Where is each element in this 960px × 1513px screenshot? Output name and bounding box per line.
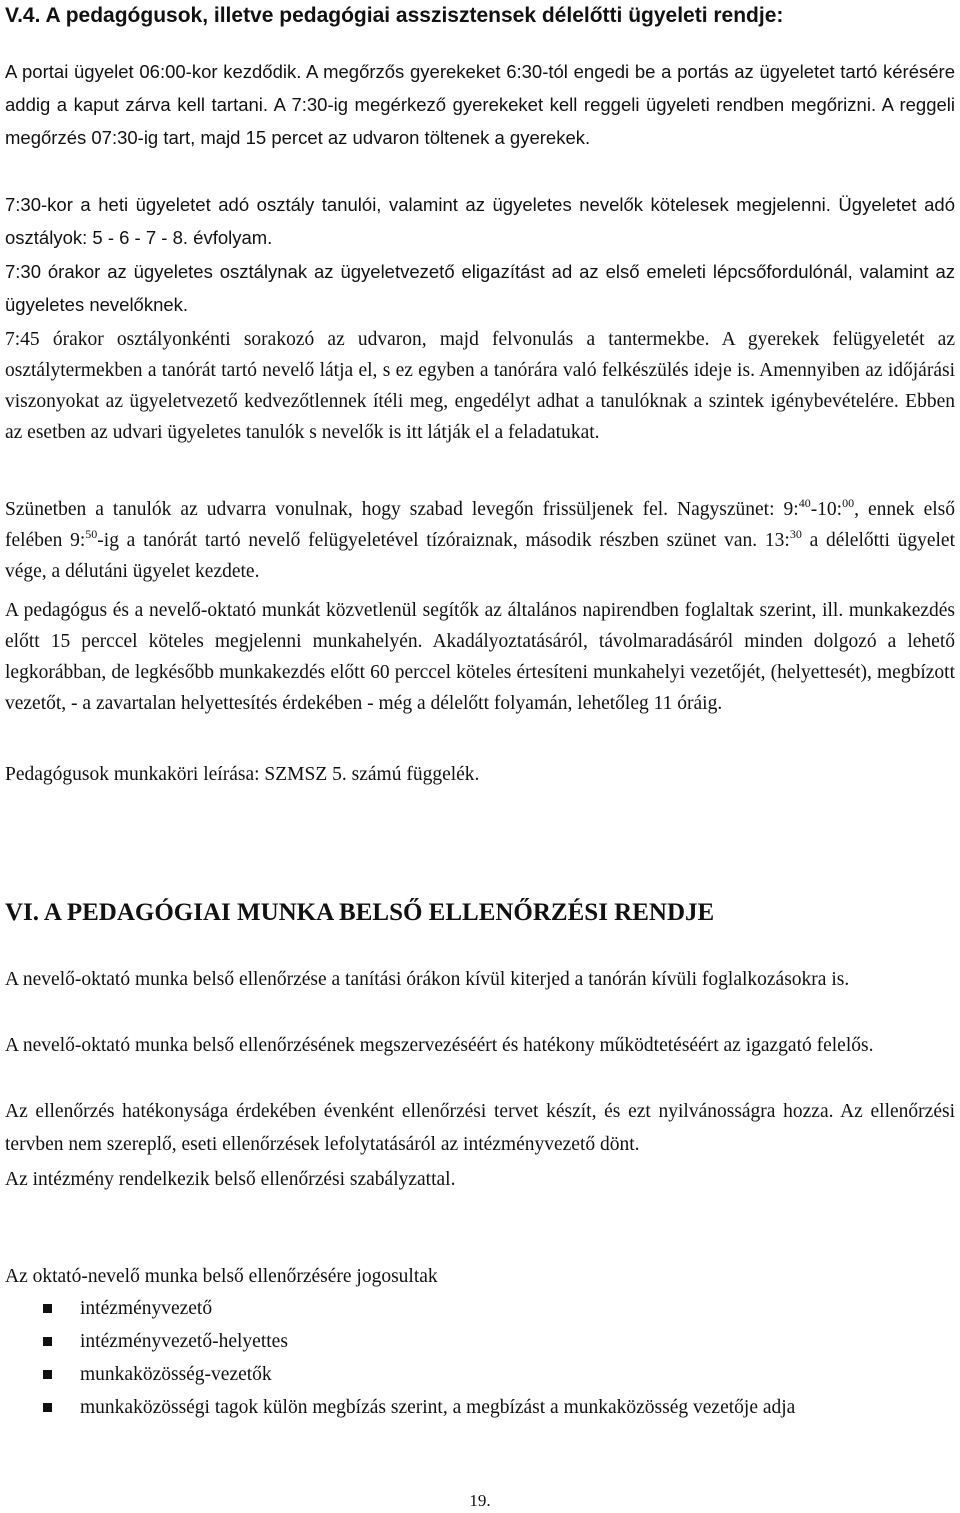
list-item: munkaközösségi tagok külön megbízás szerint, a megbízást a munkaközösség vezetője adja <box>5 1391 955 1424</box>
paragraph-munkakezdes: A pedagógus és a nevelő-oktató munkát közvetlenül segítők az általános napirendben foglaltak szerint, ill. munkakezdés előtt 15 perccel köteles megjelenni munkahelyén. Akadályoztatásáról, távolmaradásáról minden dolgozó a lehető legkorábban, de legkésőbb munkakezdés előtt 60 perccel köteles értesíteni munkahelyi vezetőjét, (helyettesét), megbízott vezetőt, - a zavartalan helyettesítés érdekében - még a délelőtt folyamán, lehetőleg 11 óráig. <box>5 600 955 714</box>
square-bullet-icon <box>43 1370 52 1379</box>
paragraph-jogosultak: Az oktató-nevelő munka belső ellenőrzésére jogosultak <box>5 1266 438 1287</box>
paragraph-portai-ugyelet: A portai ügyelet 06:00-kor kezdődik. A megőrzős gyerekeket 6:30-tól engedi be a portás az ügyeletet tartó kérésére addig a kaput zárva kell tartani. A 7:30-ig megérkező gyerekeket kell reggeli ügyeleti rendben megőrizni. A reggeli megőrzés 07:30-ig tart, majd 15 percet az udvaron töltenek a gyerekek. <box>5 61 955 148</box>
list-item: intézményvezető-helyettes <box>5 1325 955 1358</box>
paragraph-sorakozo: 7:45 órakor osztályonkénti sorakozó az udvaron, majd felvonulás a tantermekbe. A gyerekek felügyeletét az osztálytermekben a tanórát tartó nevelő látja el, s ez egyben a tanórára való felkészülés ideje is. Amennyiben az időjárási viszonyokat az ügyeletvezető kedvezőtlennek ítéli meg, engedélyt adhat a tanulóknak a szintek igénybevételére. Ebben az esetben az udvari ügyeletes tanulók s nevelők is itt látják el a feladatukat. <box>5 329 955 443</box>
paragraph-ellenorzesi-terv: Az ellenőrzés hatékonysága érdekében évenként ellenőrzési tervet készít, és ezt nyilvánosságra hozza. Az ellenőrzési tervben nem szereplő, eseti ellenőrzések lefolytatásáról az intézményvezető dönt. <box>5 1101 955 1155</box>
square-bullet-icon <box>43 1304 52 1313</box>
square-bullet-icon <box>43 1337 52 1346</box>
paragraph-igazgato-felelos: A nevelő-oktató munka belső ellenőrzésének megszervezéséért és hatékony működtetéséért az igazgató felelős. <box>5 1035 874 1056</box>
list-item: munkaközösség-vezetők <box>5 1358 955 1391</box>
section-heading: V.4. A pedagógusok, illetve pedagógiai asszisztensek délelőtti ügyeleti rendje: <box>5 4 784 27</box>
paragraph-eligazitas: 7:30 órakor az ügyeletes osztálynak az ügyeletvezető eligazítást ad az első emeleti lépcsőfordulónál, valamint az ügyeletes nevelőknek. <box>5 261 955 315</box>
square-bullet-icon <box>43 1403 52 1412</box>
paragraph-heti-ugyelet: 7:30-kor a heti ügyeletet adó osztály tanulói, valamint az ügyeletes nevelők kötelesek megjelenni. Ügyeletet adó osztályok: 5 - 6 - 7 - 8. évfolyam. <box>5 194 955 248</box>
paragraph-belso-ellenorzes: A nevelő-oktató munka belső ellenőrzése a tanítási órákon kívül kiterjed a tanórán kívüli foglalkozásokra is. <box>5 969 850 990</box>
paragraph-szunet: Szünetben a tanulók az udvarra vonulnak, hogy szabad levegőn frissüljenek fel. Nagyszünet: 9:$^{40}$-10:$^{00}$, ennek első felében 9:$^{50}$-ig a tanórát tartó nevelő felügyeletével tízóraiznak, második részben szünet van. 13:$^{30}$ a délelőtti ügyelet vége, a délutáni ügyelet kezdete. <box>5 496 955 582</box>
list-item: intézményvezető <box>5 1292 955 1325</box>
chapter-heading: VI. A PEDAGÓGIAI MUNKA BELSŐ ELLENŐRZÉSI RENDJE <box>5 899 715 926</box>
paragraph-szabalyzat: Az intézmény rendelkezik belső ellenőrzési szabályzattal. <box>5 1169 456 1190</box>
page-number: 19. <box>469 1491 491 1510</box>
paragraph-munkakori-leiras: Pedagógusok munkaköri leírása: SZMSZ 5. számú függelék. <box>5 764 480 785</box>
jogosultak-list <box>5 1292 955 1424</box>
